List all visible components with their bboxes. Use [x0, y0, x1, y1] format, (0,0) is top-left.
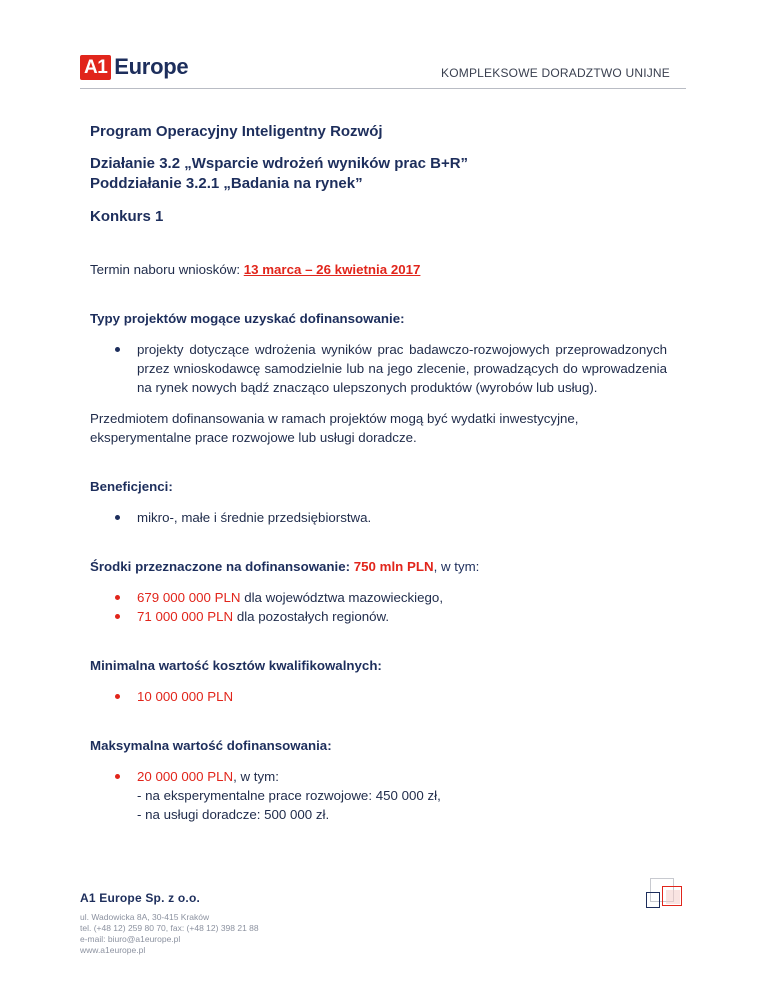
min-costs-list: [90, 687, 675, 706]
action-title: Działanie 3.2 „Wsparcie wdrożeń wyników prac B+R”: [90, 155, 469, 172]
max-funding-suffix: , w tym:: [233, 769, 279, 784]
list-item: [90, 687, 675, 706]
deadline-label: Termin naboru wniosków:: [90, 262, 244, 277]
funds-suffix: , w tym:: [433, 559, 480, 574]
funds-heading: [90, 557, 675, 576]
bullet-icon: [115, 347, 120, 352]
bullet-icon: [115, 694, 120, 699]
logo-mark: A1: [80, 55, 111, 80]
list-item-text: mikro-, małe i średnie przedsiębiorstwa.: [137, 510, 372, 525]
max-funding-heading: Maksymalna wartość dofinansowania:: [90, 738, 332, 753]
list-item: [90, 607, 675, 626]
footer-website: www.a1europe.pl: [80, 945, 146, 955]
funds-region: dla województwa mazowieckiego,: [240, 590, 444, 605]
deadline-dates: 13 marca – 26 kwietnia 2017: [243, 262, 421, 277]
funds-amount: 679 000 000 PLN: [137, 590, 241, 605]
footer-email: e-mail: biuro@a1europe.pl: [80, 934, 181, 944]
footer-company-name: A1 Europe Sp. z o.o.: [80, 891, 201, 905]
funds-amount: 71 000 000 PLN: [137, 609, 234, 624]
min-costs-heading: Minimalna wartość kosztów kwalifikowalnych:: [90, 658, 382, 673]
list-item: [90, 588, 675, 607]
bullet-icon: [115, 595, 120, 600]
beneficiaries-heading: Beneficjenci:: [90, 479, 173, 494]
document-body: [90, 122, 675, 824]
footer-squares-icon: [640, 878, 690, 914]
max-funding-amount: 20 000 000 PLN: [137, 769, 234, 784]
contest-title: Konkurs 1: [90, 208, 164, 225]
beneficiaries-list: [90, 508, 675, 527]
list-item-text: projekty dotyczące wdrożenia wyników prac badawczo-rozwojowych przeprowadzonych przez wnioskodawcę samodzielnie lub na jego zlecenie, prowadzących do wprowadzenia na rynek nowych bądź znacząco ulepszonych produktów (wyrobów lub usług).: [137, 342, 667, 395]
funds-list: [90, 588, 675, 626]
funds-region: dla pozostałych regionów.: [233, 609, 390, 624]
list-item: [90, 767, 675, 824]
bullet-icon: [115, 774, 120, 779]
funds-heading-label: Środki przeznaczone na dofinansowanie:: [90, 559, 354, 574]
bullet-icon: [115, 614, 120, 619]
program-title: Program Operacyjny Inteligentny Rozwój: [90, 123, 383, 140]
min-costs-value: 10 000 000 PLN: [137, 689, 234, 704]
max-funding-advisory: - na usługi doradcze: 500 000 zł.: [137, 807, 330, 822]
footer-contact: [80, 912, 259, 956]
max-funding-list: [90, 767, 675, 824]
list-item: [90, 340, 675, 397]
funds-total: 750 mln PLN: [353, 559, 434, 574]
footer-address: ul. Wadowicka 8A, 30-415 Kraków: [80, 912, 210, 922]
header-divider: [80, 88, 686, 89]
company-logo: [80, 54, 188, 80]
application-deadline: [90, 260, 675, 279]
subaction-title: Poddziałanie 3.2.1 „Badania na rynek”: [90, 175, 363, 192]
list-item: [90, 508, 675, 527]
bullet-icon: [115, 515, 120, 520]
project-types-heading: Typy projektów mogące uzyskać dofinansowanie:: [90, 311, 405, 326]
max-funding-rd: - na eksperymentalne prace rozwojowe: 450 000 zł,: [137, 788, 441, 803]
logo-wordmark: Europe: [114, 54, 189, 79]
footer-phone: tel. (+48 12) 259 80 70, fax: (+48 12) 398 21 88: [80, 923, 259, 933]
header-tagline: KOMPLEKSOWE DORADZTWO UNIJNE: [441, 66, 670, 80]
funding-subject-note: Przedmiotem dofinansowania w ramach projektów mogą być wydatki inwestycyjne, eksperymentalne prace rozwojowe lub usługi doradcze.: [90, 411, 579, 445]
project-types-list: [90, 340, 675, 397]
